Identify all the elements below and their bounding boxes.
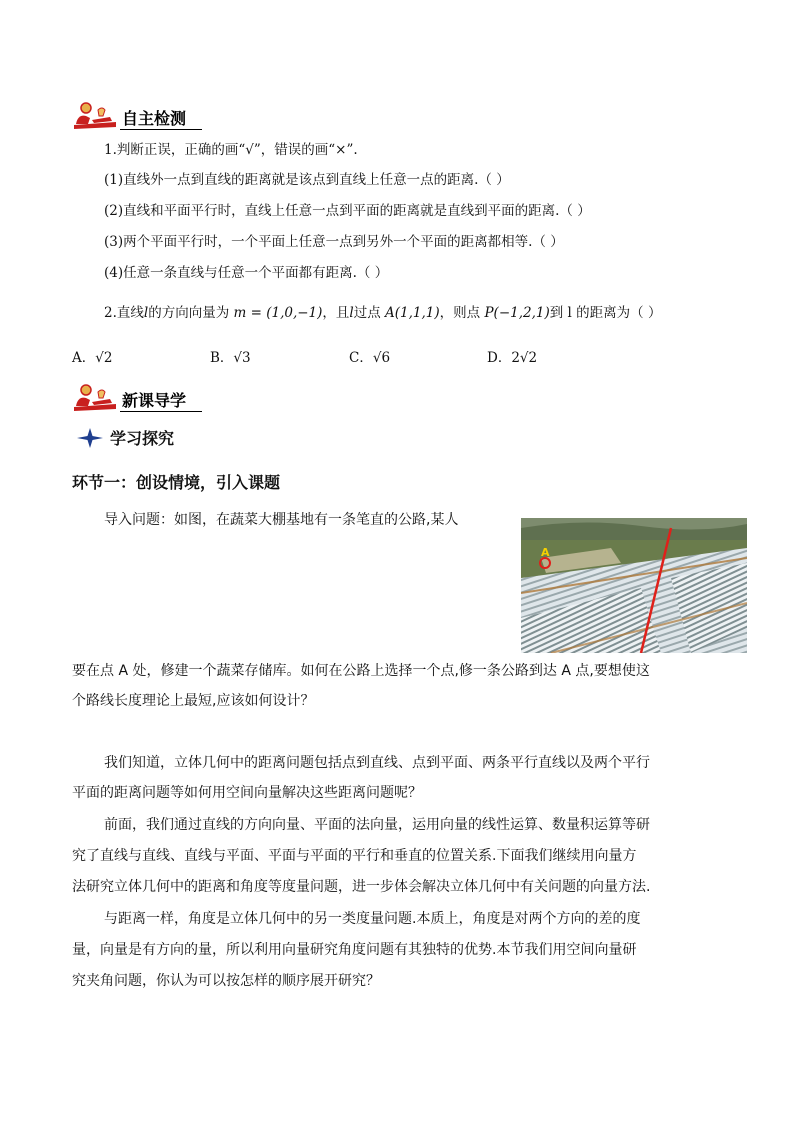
para-line-3: 前面，我们通过直线的方向向量、平面的法向量，运用向量的线性运算、数量积运算等研 <box>104 817 650 833</box>
para-line-2: 平面的距离问题等如何用空间向量解决这些距离问题呢？ <box>72 785 422 801</box>
choice-a: A．√2 <box>72 350 113 366</box>
q1-item-3: (3)两个平面平行时，一个平面上任意一点到另外一个平面的距离都相等.（ ） <box>104 234 564 250</box>
section1-heading: 环节一：创设情境，引入课题 <box>72 473 281 492</box>
q1-item-2: (2)直线和平面平行时，直线上任意一点到平面的距离就是直线到平面的距离.（ ） <box>104 203 591 219</box>
q1-intro: 1.判断正误，正确的画“√”，错误的画“×”. <box>104 142 358 158</box>
choice-d: D．2√2 <box>487 350 538 366</box>
point-a-label: A <box>541 546 550 559</box>
section-badge-icon <box>72 100 118 130</box>
intro-line-3: 个路线长度理论上最短,应该如何设计？ <box>72 693 315 709</box>
greenhouse-photo <box>521 518 747 653</box>
vector-m: m = (1,0,−1) <box>233 305 323 321</box>
aerial-photo-image <box>521 518 747 653</box>
para-line-1: 我们知道，立体几何中的距离问题包括点到直线、点到平面、两条平行直线以及两个平行 <box>104 755 650 771</box>
choice-b: B．√3 <box>210 350 251 366</box>
q2-stem: 2.直线l的方向向量为 m = (1,0,−1)，且l过点 A(1,1,1)，则点 P(−1,2,1)到 l 的距离为（ ） <box>104 305 662 321</box>
star-icon <box>76 427 104 449</box>
point-p: P(−1,2,1) <box>484 305 550 321</box>
section-header-self-check <box>72 100 202 130</box>
subsection-header <box>76 426 174 449</box>
section-header-new-lesson <box>72 382 202 412</box>
para-line-5: 法研究立体几何中的距离和角度等度量问题，进一步体会解决立体几何中有关问题的向量方法. <box>72 879 651 895</box>
section-title: 新课导学 <box>120 392 202 412</box>
para-line-4: 究了直线与直线、直线与平面、平面与平面的平行和垂直的位置关系.下面我们继续用向量方 <box>72 848 637 864</box>
section-title: 自主检测 <box>120 110 202 130</box>
q1-item-4: (4)任意一条直线与任意一个平面都有距离.（ ） <box>104 265 389 281</box>
intro-line-1: 导入问题：如图，在蔬菜大棚基地有一条笔直的公路,某人 <box>104 512 459 528</box>
subsection-title: 学习探究 <box>110 429 175 448</box>
para-line-7: 量，向量是有方向的量，所以利用向量研究角度问题有其独特的优势.本节我们用空间向量研 <box>72 942 637 958</box>
point-a: A(1,1,1) <box>385 305 440 321</box>
q1-item-1: (1)直线外一点到直线的距离就是该点到直线上任意一点的距离.（ ） <box>104 172 510 188</box>
intro-line-2: 要在点 A 处，修建一个蔬菜存储库。如何在公路上选择一个点,修一条公路到达 A 点,要想使这 <box>72 663 650 679</box>
para-line-8: 究夹角问题，你认为可以按怎样的顺序展开研究？ <box>72 973 380 989</box>
choice-c: C．√6 <box>349 350 391 366</box>
section-badge-icon <box>72 382 118 412</box>
para-line-6: 与距离一样，角度是立体几何中的另一类度量问题.本质上，角度是对两个方向的差的度 <box>104 911 641 927</box>
